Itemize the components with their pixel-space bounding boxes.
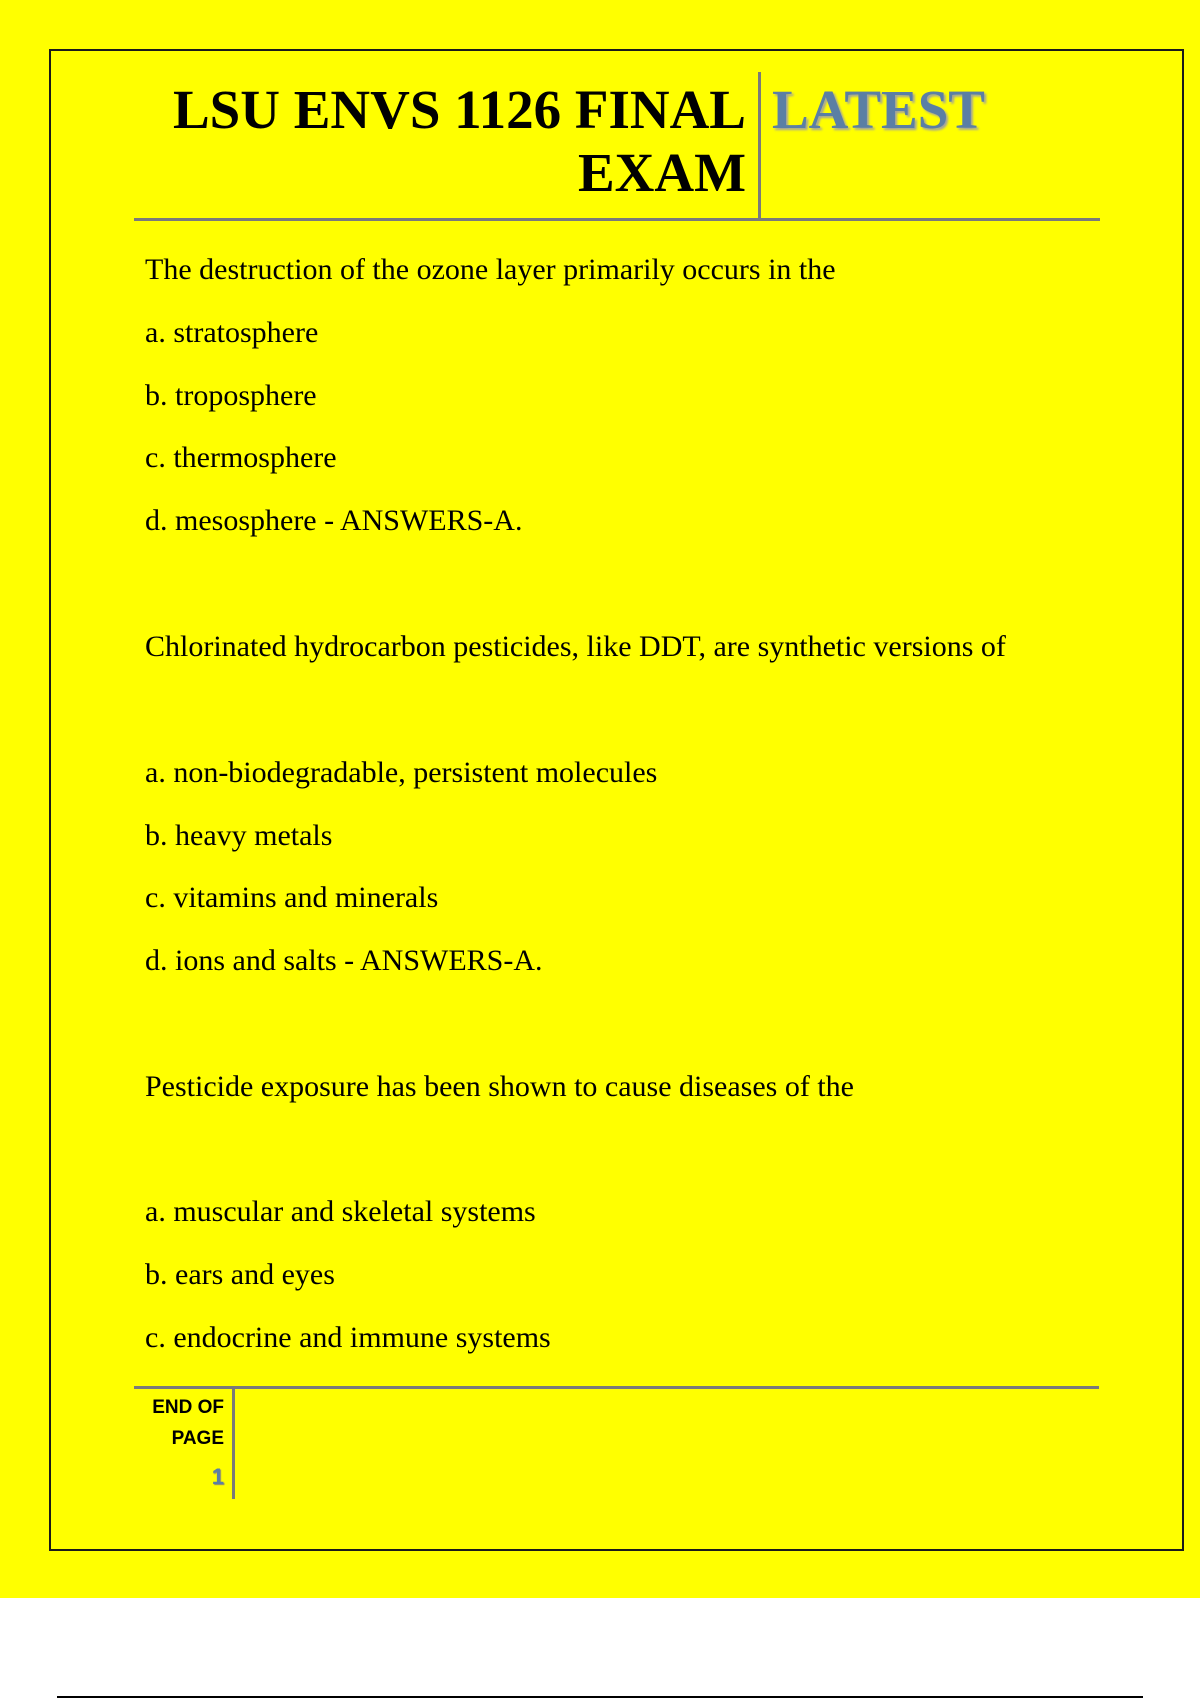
title-line-2: EXAM (577, 142, 746, 203)
end-of-page-label (140, 1392, 224, 1454)
title-tag: LATEST (772, 79, 985, 140)
question-2-text: Chlorinated hydrocarbon pesticides, like DDT, are synthetic versions of (145, 630, 1006, 663)
question-2-option-b: b. heavy metals (145, 819, 333, 852)
end-of-page-line-1: END OF (152, 1397, 224, 1418)
question-1-option-b: b. troposphere (145, 379, 317, 412)
footer-rule (134, 1386, 1099, 1389)
question-3-option-b: b. ears and eyes (145, 1258, 335, 1291)
question-2-option-c: c. vitamins and minerals (145, 881, 439, 914)
question-1-option-d: d. mesosphere - ANSWERS-A. (145, 504, 523, 537)
header-rule (134, 218, 1100, 221)
question-3-option-a: a. muscular and skeletal systems (145, 1195, 536, 1228)
question-3-text: Pesticide exposure has been shown to cause diseases of the (145, 1070, 854, 1103)
question-1-text: The destruction of the ozone layer primarily occurs in the (145, 253, 836, 286)
title-line-1: LSU ENVS 1126 FINAL (172, 79, 746, 140)
page-number: 1 (211, 1464, 224, 1489)
document-title (134, 78, 746, 204)
footer-divider (232, 1389, 235, 1499)
bottom-rule (57, 1696, 1143, 1698)
title-divider (758, 72, 761, 219)
question-2-option-a: a. non-biodegradable, persistent molecules (145, 756, 658, 789)
question-1-option-a: a. stratosphere (145, 316, 319, 349)
question-2-option-d: d. ions and salts - ANSWERS-A. (145, 944, 543, 977)
question-3-option-c: c. endocrine and immune systems (145, 1321, 551, 1354)
end-of-page-line-2: PAGE (171, 1428, 224, 1449)
question-1-option-c: c. thermosphere (145, 441, 337, 474)
